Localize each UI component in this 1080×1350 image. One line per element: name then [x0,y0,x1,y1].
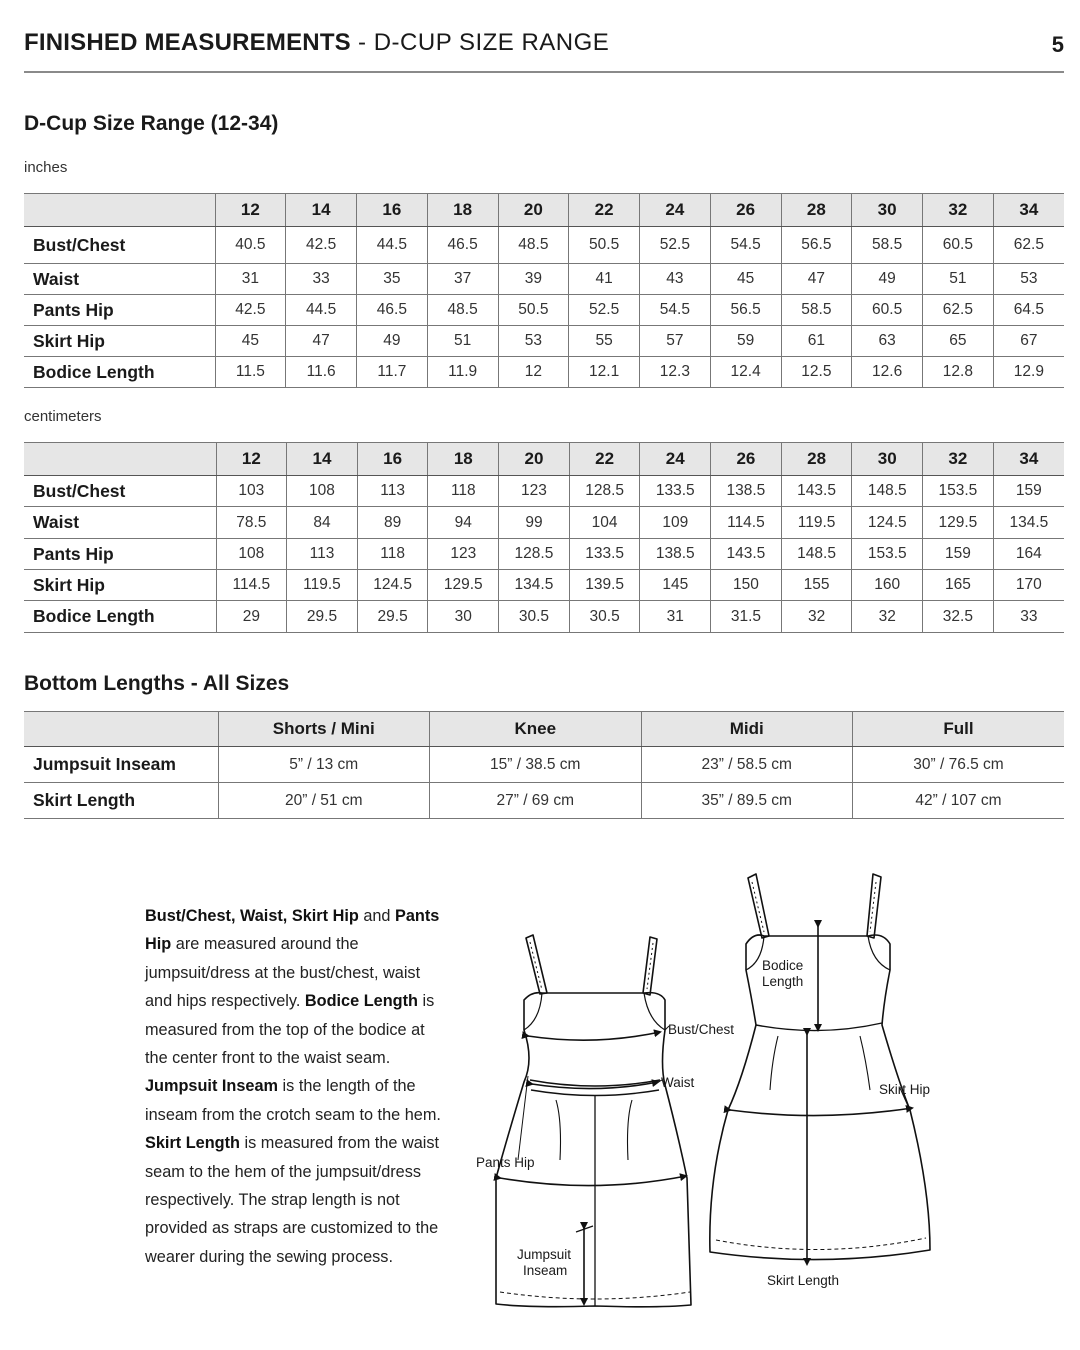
measurement-cell: 159 [1015,482,1042,499]
row-label: Pants Hip [24,539,216,570]
length-column-header: Knee [430,712,642,747]
length-column-header: Shorts / Mini [218,712,430,747]
measurement-cell: 48.5 [427,295,498,326]
measurement-cell: 134.5 [499,570,570,601]
label-skirt-length: Skirt Length [767,1273,840,1288]
measurement-cell: 128.5 [499,539,570,570]
measurement-cell: 62.5 [923,295,994,326]
row-label: Pants Hip [24,295,215,326]
measurement-cell: 12.5 [781,357,852,388]
size-header-cell: 14 [286,194,357,227]
label-bodice-length-line2: Length [762,974,804,989]
header-corner-cell [24,443,216,476]
size-header-cell: 24 [640,443,711,476]
measurement-cell: 60.5 [852,295,923,326]
measurement-cell: 99 [499,507,570,539]
measurement-cell: 129.5 [923,507,994,539]
page-header [24,28,1064,73]
label-bust-chest: Bust/Chest [668,1022,735,1037]
measurement-cell: 170 [1015,576,1042,593]
measurement-cell: 11.5 [215,357,286,388]
measurement-cell: 109 [640,507,711,539]
measurement-cell: 118 [428,476,499,507]
table-row [24,570,1064,601]
size-header-cell: 26 [710,194,781,227]
measurement-cell: 30.5 [569,601,640,633]
bottom-lengths-title: Bottom Lengths - All Sizes [24,672,290,695]
measurement-cell: 47 [286,326,357,357]
measurement-cell: 124.5 [852,507,923,539]
measurement-cell: 55 [569,326,640,357]
label-bodice-length-line1: Bodice [762,958,804,973]
row-label: Bust/Chest [24,227,215,264]
measurement-cell: 118 [357,539,428,570]
description-text: is the length of the inseam from the crotch seam to the hem. [145,1077,441,1124]
measurement-cell: 31 [640,601,711,633]
label-jumpsuit-inseam-line1: Jumpsuit [517,1247,572,1262]
measurement-cell: 143.5 [781,476,852,507]
measurement-cell: 133.5 [569,539,640,570]
measurement-cell: 49 [357,326,428,357]
description-text: are measured around the jumpsuit/dress at the bust/chest, waist and hips respectively. [145,935,421,1011]
measurement-cell: 61 [781,326,852,357]
length-cell: 27” / 69 cm [430,783,642,819]
measurement-cell: 148.5 [852,476,923,507]
header-corner-cell [24,712,218,747]
description-term: Bodice Length [304,992,418,1011]
label-skirt-hip: Skirt Hip [879,1082,931,1097]
measurement-cell: 12 [498,357,569,388]
measurement-cell: 12.6 [852,357,923,388]
measurement-cell: 58.5 [852,227,923,264]
measurement-cell: 11.6 [286,357,357,388]
label-jumpsuit-inseam-line2: Inseam [523,1263,568,1278]
measurement-cell: 119.5 [287,570,358,601]
row-label: Skirt Length [24,783,218,819]
measurement-cell: 11.7 [357,357,428,388]
description-term: Bust/Chest, Waist, Skirt Hip [145,907,359,925]
size-header-cell: 30 [852,443,923,476]
measurement-cell: 43 [640,264,711,295]
page-title [24,28,609,58]
measurement-cell: 32.5 [923,601,994,633]
measurement-cell: 52.5 [569,295,640,326]
table-row [24,295,1064,326]
description-text: is measured from the waist seam to the hem of the jumpsuit/dress respectively. The strap length is not provided as straps are customized to the wearer during the sewing process. [145,1134,440,1266]
page-number: 5 [1051,32,1064,57]
measurement-cell: 50.5 [569,227,640,264]
row-label: Bust/Chest [24,476,216,507]
measurement-cell: 49 [852,264,923,295]
measurement-cell: 108 [216,539,287,570]
size-header-cell: 34 [993,443,1064,476]
measurement-cell: 31 [215,264,286,295]
size-header-cell: 18 [428,443,499,476]
measurement-cell: 155 [781,570,852,601]
description-term: Jumpsuit Inseam [145,1077,279,1096]
table-row [24,326,1064,357]
measurement-cell: 138.5 [640,539,711,570]
measurement-cell: 47 [781,264,852,295]
length-cell: 35” / 89.5 cm [641,783,853,819]
measurement-cell: 33 [286,264,357,295]
measurement-cell: 63 [852,326,923,357]
label-waist: Waist [661,1075,695,1090]
measurement-cell: 29.5 [357,601,428,633]
measurement-cell: 129.5 [428,570,499,601]
measurement-cell: 113 [287,539,358,570]
length-cell: 5” / 13 cm [218,747,430,783]
measurement-cell: 53 [498,326,569,357]
measurement-cell: 39 [498,264,569,295]
description-term: Pants Hip [145,907,440,954]
measurement-cell: 104 [569,507,640,539]
size-header-cell: 18 [427,194,498,227]
row-label: Waist [24,507,216,539]
measurement-cell: 123 [499,476,570,507]
length-cell: 15” / 38.5 cm [430,747,642,783]
row-label: Skirt Hip [24,570,216,601]
size-header-cell: 22 [569,443,640,476]
measurement-cell: 103 [216,476,287,507]
measurement-cell: 12.4 [710,357,781,388]
dress-straps [748,874,881,938]
table-row [24,747,1064,783]
measurement-cell: 45 [710,264,781,295]
skirt-hip-arrow [730,1108,912,1116]
measurement-cell: 46.5 [357,295,428,326]
page-title-subtitle: - D-CUP SIZE RANGE [350,29,610,56]
measurement-cell: 58.5 [781,295,852,326]
garment-illustration [460,860,980,1320]
size-header-cell: 16 [357,194,428,227]
measurement-cell: 134.5 [1009,513,1049,531]
measurement-cell: 67 [1020,332,1038,349]
measurement-cell: 45 [215,326,286,357]
measurement-cell: 59 [710,326,781,357]
measurement-cell: 41 [569,264,640,295]
table-row [24,783,1064,819]
table-row [24,476,1064,507]
pants-hip-arrow [500,1176,686,1186]
description-text: and [358,907,396,925]
table-row [24,357,1064,388]
measurement-cell: 159 [923,539,994,570]
measurement-cell: 145 [640,570,711,601]
size-header-cell: 28 [781,443,852,476]
garment-diagram [460,860,980,1320]
measurement-cell: 50.5 [498,295,569,326]
measurement-cell: 56.5 [710,295,781,326]
measurement-cell: 133.5 [640,476,711,507]
size-header-cell: 12 [216,443,287,476]
size-header-cell: 32 [923,194,994,227]
size-header-cell: 20 [498,194,569,227]
page-title-bold: FINISHED MEASUREMENTS [24,29,351,56]
dress-outline [710,935,930,1260]
measurement-cell: 33 [1020,607,1038,625]
measurement-cell: 65 [923,326,994,357]
measurement-cell: 165 [923,570,994,601]
measurement-cell: 30.5 [499,601,570,633]
measurement-cell: 30 [428,601,499,633]
size-header-cell: 28 [781,194,852,227]
measurement-cell: 84 [287,507,358,539]
measurement-cell: 113 [357,476,428,507]
measurement-cell: 128.5 [569,476,640,507]
measurement-cell: 37 [427,264,498,295]
inches-unit-label: inches [24,159,68,176]
measurement-cell: 29 [216,601,287,633]
size-header-cell: 22 [569,194,640,227]
size-header-cell: 12 [215,194,286,227]
measurement-cell: 60.5 [923,227,994,264]
size-range-title: D-Cup Size Range (12-34) [24,112,279,135]
measurement-cell: 114.5 [711,507,782,539]
measurement-cell: 164 [1015,545,1042,562]
measurement-cell: 42.5 [215,295,286,326]
label-pants-hip: Pants Hip [476,1155,535,1170]
size-header-cell: 14 [287,443,358,476]
measurement-cell: 32 [852,601,923,633]
centimeters-unit-label: centimeters [24,408,102,425]
measurement-cell: 35 [357,264,428,295]
row-label: Bodice Length [24,601,216,633]
measurement-cell: 62.5 [1013,236,1044,253]
table-row [24,539,1064,570]
measurement-cell: 44.5 [357,227,428,264]
row-label: Waist [24,264,215,295]
jumpsuit-straps [526,935,657,995]
measurement-cell: 52.5 [640,227,711,264]
measurement-cell: 138.5 [711,476,782,507]
bust-chest-arrow [528,1032,660,1040]
measurement-cell: 150 [711,570,782,601]
description-text: is measured from the top of the bodice at the center front to the waist seam. [145,992,435,1068]
bottom-lengths-table [24,711,1064,819]
measurement-cell: 153.5 [923,476,994,507]
size-header-cell: 16 [357,443,428,476]
measurement-cell: 40.5 [215,227,286,264]
row-label: Skirt Hip [24,326,215,357]
table-row [24,227,1064,264]
description-term: Skirt Length [145,1134,240,1153]
length-column-header: Midi [641,712,853,747]
measurement-cell: 57 [640,326,711,357]
length-column-header: Full [853,712,1065,747]
length-cell: 30” / 76.5 cm [913,755,1004,773]
measurement-cell: 48.5 [498,227,569,264]
size-header-cell: 30 [852,194,923,227]
measurement-cell: 143.5 [711,539,782,570]
measurement-cell: 148.5 [781,539,852,570]
row-label: Bodice Length [24,357,215,388]
measurement-cell: 12.1 [569,357,640,388]
measurement-cell: 44.5 [286,295,357,326]
length-cell: 42” / 107 cm [915,791,1002,809]
size-header-cell: 32 [923,443,994,476]
measurement-cell: 53 [1020,270,1038,287]
measurement-cell: 160 [852,570,923,601]
length-cell: 23” / 58.5 cm [641,747,853,783]
row-label: Jumpsuit Inseam [24,747,218,783]
measurement-cell: 51 [427,326,498,357]
measurement-cell: 54.5 [640,295,711,326]
measurement-cell: 64.5 [1013,301,1044,318]
measurement-cell: 89 [357,507,428,539]
measurement-cell: 12.3 [640,357,711,388]
measurement-cell: 51 [923,264,994,295]
measurement-cell: 46.5 [427,227,498,264]
measurement-cell: 42.5 [286,227,357,264]
measurement-cell: 114.5 [216,570,287,601]
table-row [24,601,1064,633]
size-header-cell: 26 [711,443,782,476]
measurement-cell: 124.5 [357,570,428,601]
measurement-cell: 54.5 [710,227,781,264]
measurement-cell: 123 [428,539,499,570]
measurement-cell: 12.9 [1013,363,1044,380]
header-corner-cell [24,194,215,227]
measurement-cell: 139.5 [569,570,640,601]
centimeters-size-table [24,442,1064,633]
size-header-cell: 34 [993,194,1064,227]
measurement-cell: 12.8 [923,357,994,388]
measurement-cell: 94 [428,507,499,539]
measurement-cell: 29.5 [287,601,358,633]
table-row [24,507,1064,539]
measurement-cell: 56.5 [781,227,852,264]
length-cell: 20” / 51 cm [218,783,430,819]
measurement-cell: 119.5 [781,507,852,539]
size-header-cell: 24 [640,194,711,227]
measurement-cell: 31.5 [711,601,782,633]
measurement-description [145,902,445,1271]
measurement-cell: 11.9 [427,357,498,388]
measurement-cell: 78.5 [216,507,287,539]
measurement-cell: 108 [287,476,358,507]
measurement-cell: 32 [781,601,852,633]
measurement-cell: 153.5 [852,539,923,570]
table-row [24,264,1064,295]
inches-size-table [24,193,1064,388]
size-header-cell: 20 [499,443,570,476]
